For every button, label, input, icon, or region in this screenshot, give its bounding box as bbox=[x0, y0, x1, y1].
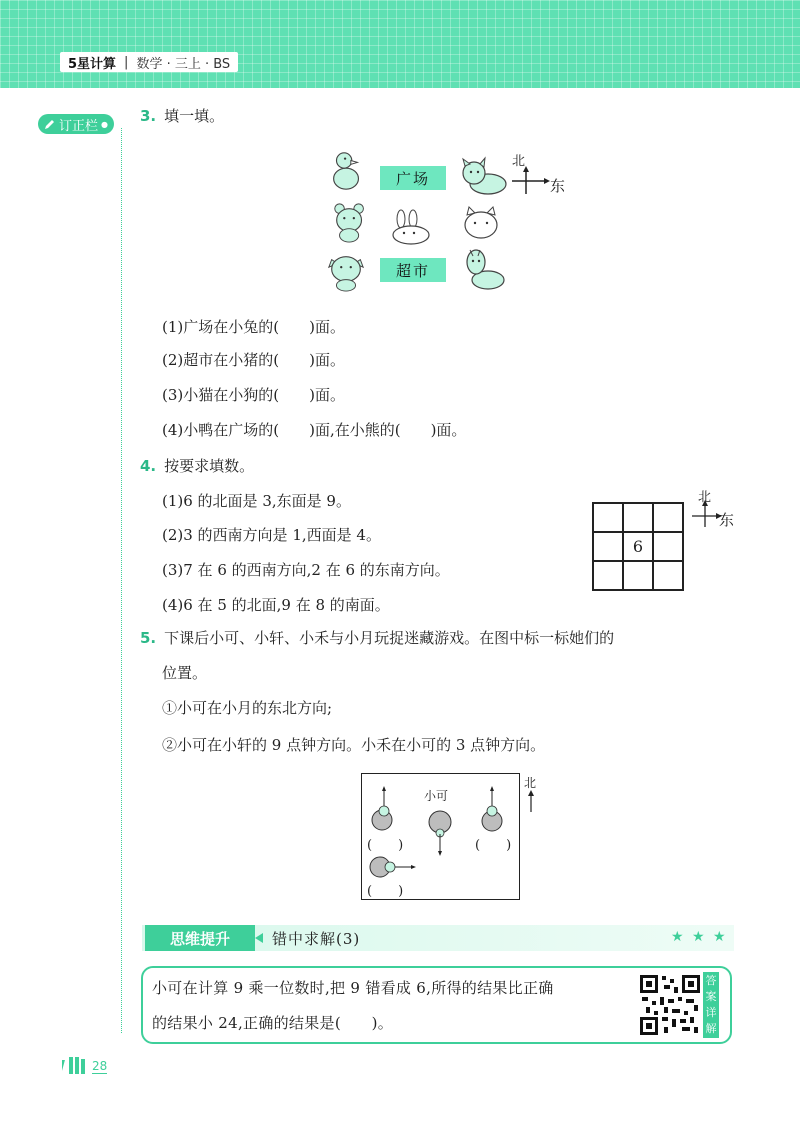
map-blank-1[interactable]: ( ) bbox=[367, 838, 404, 853]
page-number: 28 bbox=[92, 1059, 108, 1073]
q4-title-text: 按要求填数。 bbox=[164, 457, 255, 475]
q5-line-2: 位置。 bbox=[162, 664, 208, 682]
market-label: 超市 bbox=[380, 258, 446, 282]
grid-cell[interactable] bbox=[653, 561, 683, 590]
q5-hint-2: ②小可在小轩的 9 点钟方向。小禾在小可的 3 点钟方向。 bbox=[162, 736, 546, 754]
q4-title bbox=[140, 455, 254, 476]
number-grid bbox=[592, 502, 684, 591]
duck-icon bbox=[324, 150, 370, 192]
book-subtitle: 数学 · 三上 · BS bbox=[136, 56, 231, 72]
q5-title bbox=[140, 627, 614, 648]
q4-item-3: (3)7 在 6 的西南方向,2 在 6 的东南方向。 bbox=[162, 561, 450, 579]
grid-cell[interactable] bbox=[653, 532, 683, 561]
compass-icon bbox=[510, 166, 550, 196]
map-blank-3[interactable]: ( ) bbox=[367, 884, 404, 899]
section-tag: 思维提升 bbox=[145, 925, 255, 951]
books-icon bbox=[62, 1056, 88, 1074]
grid-cell[interactable] bbox=[623, 561, 653, 590]
header-band bbox=[0, 0, 800, 88]
correction-label: 订正栏 bbox=[59, 118, 99, 134]
compass-icon bbox=[688, 500, 722, 528]
dog-icon bbox=[458, 156, 510, 198]
map-known-label: 小可 bbox=[424, 789, 449, 803]
correction-tag: 订正栏 ● bbox=[38, 114, 114, 134]
qr-code-icon[interactable] bbox=[638, 973, 702, 1037]
q3-item-4: (4)小鸭在广场的( )面,在小熊的( )面。 bbox=[162, 421, 467, 439]
difficulty-stars: ★ ★ ★ bbox=[671, 929, 728, 945]
grid-cell[interactable] bbox=[593, 503, 623, 532]
q4-item-1: (1)6 的北面是 3,东面是 9。 bbox=[162, 492, 351, 510]
answer-tag-char: 案 bbox=[705, 990, 717, 1003]
arrow-decoration-icon bbox=[255, 932, 269, 944]
q3-compass-north: 北 bbox=[512, 154, 526, 169]
north-arrow-icon bbox=[526, 790, 536, 812]
title-separator: | bbox=[124, 54, 129, 70]
q3-item-3: (3)小猫在小狗的( )面。 bbox=[162, 386, 345, 404]
q5-hint-1: ①小可在小月的东北方向; bbox=[162, 699, 333, 717]
grid-cell[interactable] bbox=[593, 532, 623, 561]
problem-line-2: 的结果小 24,正确的结果是( )。 bbox=[152, 1014, 394, 1032]
child-figure-2 bbox=[429, 811, 451, 856]
grid-cell[interactable] bbox=[653, 503, 683, 532]
map-north-label: 北 bbox=[524, 776, 537, 790]
q4-compass-east: 东 bbox=[719, 511, 735, 529]
q4-item-4: (4)6 在 5 的北面,9 在 8 的南面。 bbox=[162, 596, 390, 614]
grid-cell-center: 6 bbox=[623, 532, 653, 561]
grid-cell[interactable] bbox=[623, 503, 653, 532]
child-figure-1 bbox=[372, 786, 392, 830]
pig-icon bbox=[323, 250, 369, 292]
answer-tag-char: 答 bbox=[705, 974, 717, 987]
q3-item-2: (2)超市在小猪的( )面。 bbox=[162, 351, 345, 369]
section-title: 错中求解(3) bbox=[272, 930, 361, 948]
pencil-icon bbox=[44, 118, 56, 130]
q4-item-2: (2)3 的西南方向是 1,西面是 4。 bbox=[162, 526, 381, 544]
q5-number: 5. bbox=[140, 629, 157, 647]
footer bbox=[62, 1056, 107, 1074]
map-blank-2[interactable]: ( ) bbox=[475, 838, 512, 853]
problem-line-1: 小可在计算 9 乘一位数时,把 9 错看成 6,所得的结果比正确 bbox=[152, 979, 554, 997]
answer-tag-char: 详 bbox=[705, 1006, 717, 1019]
q3-compass-east: 东 bbox=[550, 177, 566, 195]
square-label: 广场 bbox=[380, 166, 446, 190]
q3-number: 3. bbox=[140, 107, 157, 125]
q4-number: 4. bbox=[140, 457, 157, 475]
cat-icon bbox=[458, 204, 504, 246]
bear-icon bbox=[328, 201, 374, 243]
rabbit-icon bbox=[389, 207, 435, 249]
brand-title: 5星计算 bbox=[68, 56, 117, 72]
book-label bbox=[60, 52, 238, 72]
answer-detail-tag[interactable] bbox=[703, 972, 719, 1038]
q5-line-1: 下课后小可、小轩、小禾与小月玩捉迷藏游戏。在图中标一标她们的 bbox=[164, 629, 615, 647]
grid-cell[interactable] bbox=[593, 561, 623, 590]
q4-compass-north: 北 bbox=[698, 490, 712, 505]
q3-title-text: 填一填。 bbox=[164, 107, 225, 125]
correction-divider bbox=[121, 128, 122, 1033]
q3-title bbox=[140, 105, 224, 126]
child-figure-3 bbox=[482, 786, 502, 831]
answer-tag-char: 解 bbox=[705, 1022, 717, 1035]
child-figure-4 bbox=[370, 857, 416, 877]
q3-item-1: (1)广场在小兔的( )面。 bbox=[162, 318, 345, 336]
horse-icon bbox=[460, 246, 510, 296]
